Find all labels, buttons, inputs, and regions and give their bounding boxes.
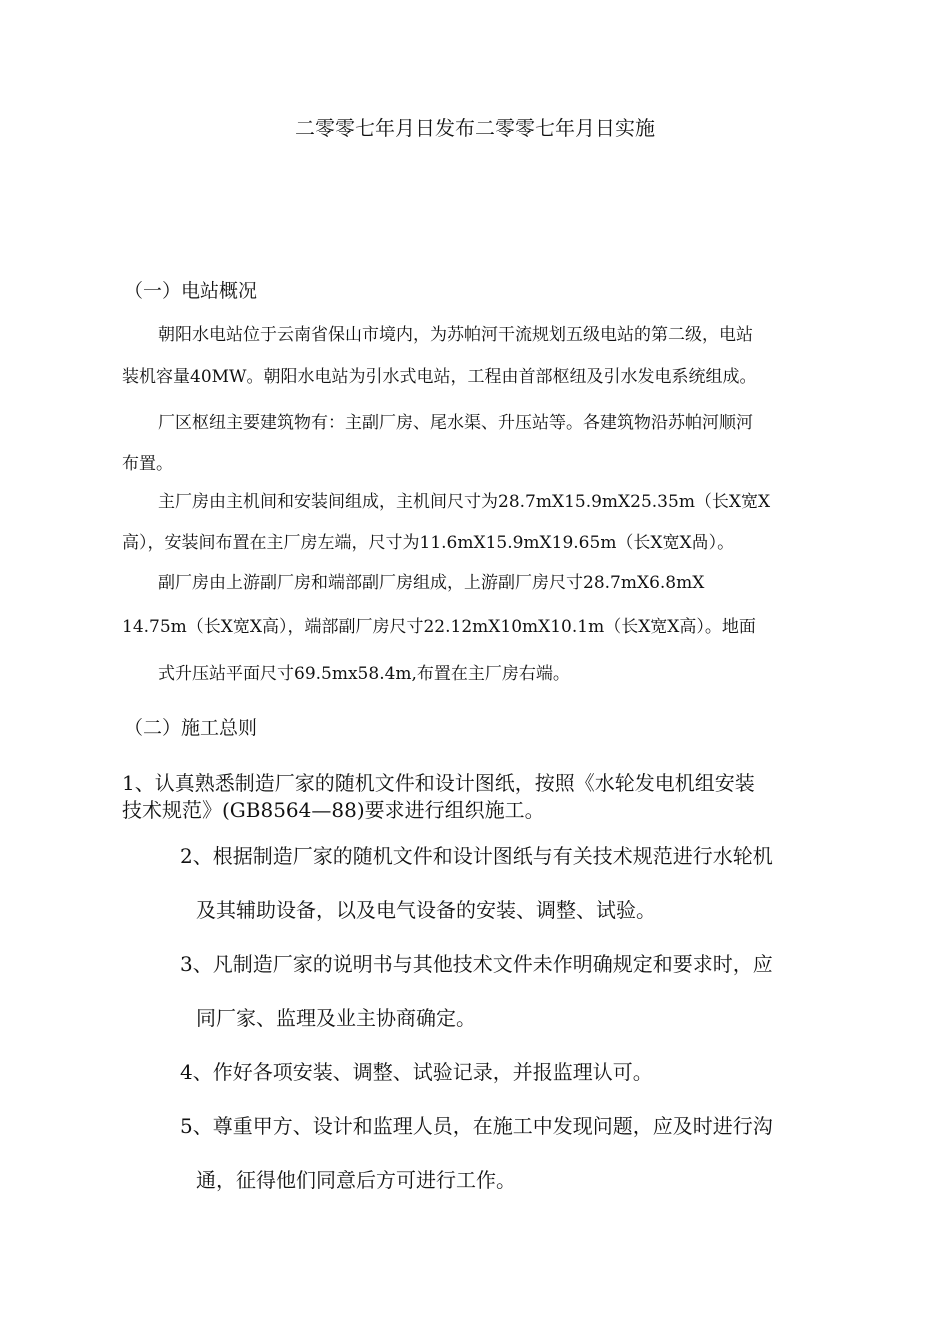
list-item-line: 及其辅助设备，以及电气设备的安装、调整、试验。	[196, 898, 656, 922]
list-item-line: 通，征得他们同意后方可进行工作。	[196, 1168, 516, 1192]
section-heading-overview: （一）电站概况	[124, 280, 258, 302]
paragraph-line: 厂区枢纽主要建筑物有：主副厂房、尾水渠、升压站等。各建筑物沿苏帕河顺河	[158, 413, 753, 433]
paragraph-line: 朝阳水电站位于云南省保山市境内，为苏帕河干流规划五级电站的第二级，电站	[158, 325, 753, 345]
list-item-line: 技术规范》(GB8564—88)要求进行组织施工。	[122, 798, 545, 822]
section-heading-principles: （二）施工总则	[124, 717, 258, 739]
paragraph-line: 主厂房由主机间和安装间组成，主机间尺寸为28.7mX15.9mX25.35m（长X宽X	[158, 492, 771, 512]
paragraph-line: 布置。	[122, 454, 173, 474]
paragraph-line: 装机容量40MW。朝阳水电站为引水式电站，工程由首部枢纽及引水发电系统组成。	[122, 367, 757, 387]
list-item-line: 4、作好各项安装、调整、试验记录，并报监理认可。	[180, 1060, 653, 1084]
list-item-line: 5、尊重甲方、设计和监理人员，在施工中发现问题，应及时进行沟	[180, 1114, 773, 1138]
paragraph-line: 14.75m（长X宽X高），端部副厂房尺寸22.12mX10mX10.1m（长X宽X高）。地面	[122, 617, 756, 637]
list-item-line: 同厂家、监理及业主协商确定。	[196, 1006, 476, 1030]
list-item-line: 2、根据制造厂家的随机文件和设计图纸与有关技术规范进行水轮机	[180, 844, 773, 868]
list-item-line: 3、凡制造厂家的说明书与其他技术文件未作明确规定和要求时，应	[180, 952, 773, 976]
paragraph-line: 高），安装间布置在主厂房左端，尺寸为11.6mX15.9mX19.65m（长X宽X咼）。	[122, 533, 735, 553]
paragraph-line: 式升压站平面尺寸69.5mx58.4m,布置在主厂房右端。	[158, 664, 570, 684]
document-title: 二零零七年月日发布二零零七年月日实施	[295, 116, 655, 140]
paragraph-line: 副厂房由上游副厂房和端部副厂房组成，上游副厂房尺寸28.7mX6.8mX	[158, 573, 705, 593]
list-item-line: 1、认真熟悉制造厂家的随机文件和设计图纸，按照《水轮发电机组安装	[122, 771, 755, 795]
